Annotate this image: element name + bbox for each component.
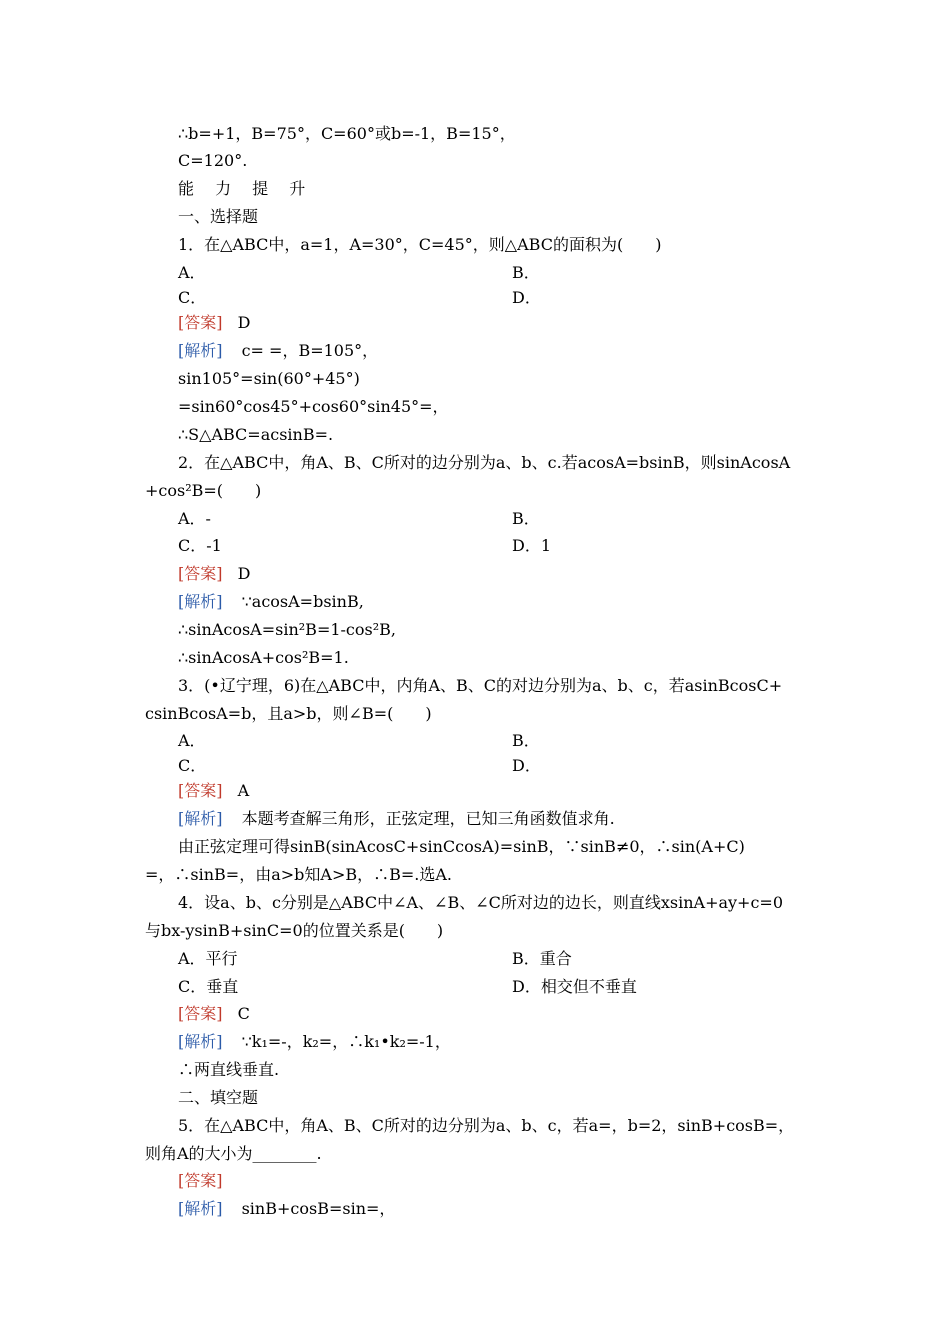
analysis-text: ∵k₁=-，k₂=，∴k₁•k₂=-1， [241,1032,451,1051]
text-line: ∴sinAcosA=sin²B=1-cos²B, [178,620,396,639]
section-heading: 一、选择题 [178,207,259,226]
question-1: 1．在△ABC中，a=1，A=30°，C=45°，则△ABC的面积为( ) [178,235,662,254]
question-3-cont: csinBcosA=b，且a>b，则∠B=( ) [145,704,432,723]
option-b: B． [512,509,540,528]
option-a: A． [178,263,206,282]
question-2: 2．在△ABC中，角A、B、C所对的边分别为a、b、c.若acosA=bsinB，则sinAcosA [178,453,791,472]
analysis-text: sinB+cosB=sin=， [241,1199,396,1218]
option-a: A．平行 [178,949,238,968]
analysis-text: c= =，B=105°， [241,341,379,360]
question-5-cont: 则角A的大小为________. [145,1144,322,1163]
answer-value: C [237,1004,250,1023]
option-b: B． [512,263,540,282]
answer-label: [答案] [178,1171,223,1190]
question-2-cont: +cos²B=( ) [145,481,262,500]
answer-label: [答案] [178,1004,223,1023]
text-line: =sin60°cos45°+cos60°sin45°=， [178,397,449,416]
answer-label: [答案] [178,781,223,800]
analysis-text: ∵acosA=bsinB, [241,592,364,611]
question-4-cont: 与bx-ysinB+sinC=0的位置关系是( ) [145,921,444,940]
section-heading: 能 力 提 升 [178,179,314,198]
question-4: 4．设a、b、c分别是△ABC中∠A、∠B、∠C所对边的边长，则直线xsinA+ay+c=0 [178,893,784,912]
option-c: C．-1 [178,536,222,555]
text-line: ∴两直线垂直. [178,1060,280,1079]
text-line: sin105°=sin(60°+45°) [178,369,360,388]
text-line: =，∴sinB=，由a>b知A>B，∴B=.选A. [145,865,453,884]
section-heading: 二、填空题 [178,1088,259,1107]
text-line: ∴S△ABC=acsinB=. [178,425,334,444]
option-c: C．垂直 [178,977,239,996]
answer-label: [答案] [178,313,223,332]
analysis-label: [解析] [178,1199,223,1218]
option-d: D． [512,756,541,775]
option-d: D．1 [512,536,552,555]
question-5: 5．在△ABC中，角A、B、C所对的边分别为a、b、c，若a=，b=2，sinB+cosB=， [178,1116,795,1135]
option-b: B． [512,731,540,750]
text-line: C=120°. [178,151,248,170]
option-c: C． [178,756,207,775]
answer-value: D [237,313,251,332]
answer-value: D [237,564,251,583]
analysis-text: 本题考查解三角形，正弦定理，已知三角函数值求角. [241,809,615,828]
analysis-label: [解析] [178,341,223,360]
option-c: C． [178,288,207,307]
option-a: A． [178,731,206,750]
answer-label: [答案] [178,564,223,583]
option-a: A．- [178,509,211,528]
text-line: ∴sinAcosA+cos²B=1. [178,648,349,667]
text-line: 由正弦定理可得sinB(sinAcosC+sinCcosA)=sinB，∵sinB≠0，∴sin(A+C) [178,837,745,856]
text-line: ∴b=+1，B=75°，C=60°或b=-1，B=15°， [178,124,516,143]
answer-value: A [237,781,250,800]
option-b: B．重合 [512,949,572,968]
analysis-label: [解析] [178,1032,223,1051]
option-d: D． [512,288,541,307]
question-3: 3．(•辽宁理，6)在△ABC中，内角A、B、C的对边分别为a、b、c，若asinBcosC+ [178,676,783,695]
analysis-label: [解析] [178,809,223,828]
option-d: D．相交但不垂直 [512,977,637,996]
analysis-label: [解析] [178,592,223,611]
